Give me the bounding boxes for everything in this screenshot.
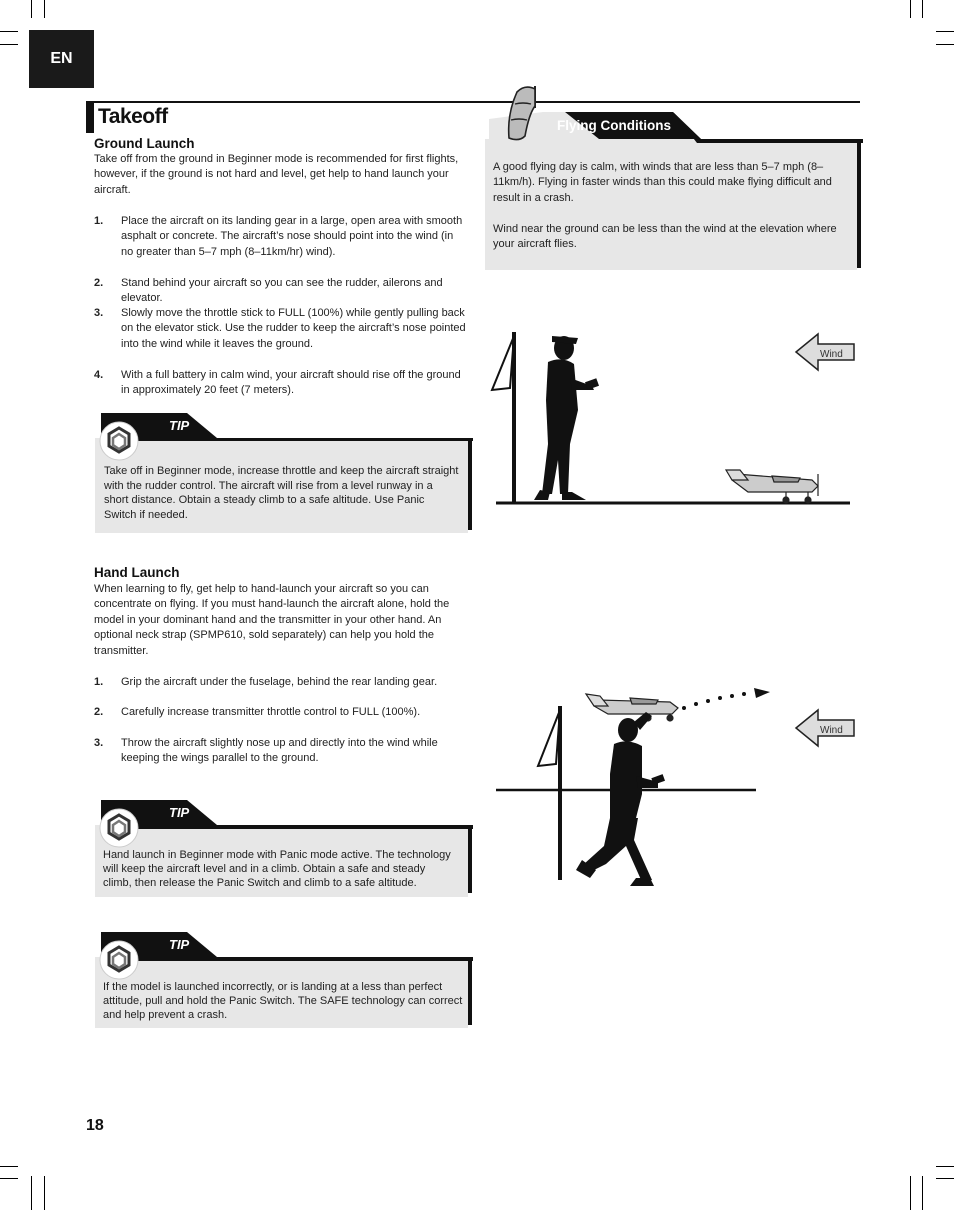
crop-mark <box>922 1176 923 1210</box>
pilot-figure <box>576 712 665 886</box>
ground-step <box>94 368 470 400</box>
step-number: 1. <box>94 215 104 227</box>
step-number: 2. <box>94 277 104 289</box>
ground-launch-intro: Take off from the ground in Beginner mode is recommended for first flights, however, if the ground is not hard and level, get help to hand launch your aircraft. <box>94 153 459 196</box>
hand-launch-illustration <box>486 684 866 894</box>
step-text: Grip the aircraft under the fuselage, behind the rear landing gear. <box>121 676 438 688</box>
language-tab <box>29 30 94 88</box>
ground-step <box>94 276 470 305</box>
crop-mark <box>936 1178 954 1179</box>
flying-conditions-para2: Wind near the ground can be less than the wind at the elevation where your aircraft flies. <box>493 223 837 251</box>
hand-launch-intro: When learning to fly, get help to hand-launch your aircraft so you can concentrate on flying. If you must hand-launch the aircraft alone, hold the model in your dominant hand and the transmitter in your other hand. An optional neck strap (SPMP610, sold separately) can help you hold the transmitter. <box>94 583 450 657</box>
crop-mark <box>922 0 923 18</box>
tip-label: TIP <box>169 418 190 433</box>
wind-label: Wind <box>820 349 843 360</box>
title-accent-bar <box>86 103 94 133</box>
ground-launch-heading: Ground Launch <box>94 136 195 151</box>
hand-step <box>94 705 470 723</box>
tip-border <box>468 825 472 893</box>
page-number: 18 <box>86 1117 104 1134</box>
pilot-figure <box>534 336 599 500</box>
wind-label: Wind <box>820 725 843 736</box>
tip-border <box>468 957 472 1025</box>
crop-mark <box>44 0 45 18</box>
flying-conditions-label: Flying Conditions <box>557 118 671 133</box>
crop-mark <box>0 1178 18 1179</box>
crop-mark <box>910 0 911 18</box>
crop-mark <box>31 0 32 18</box>
step-text: Stand behind your aircraft so you can see the rudder, ailerons and elevator. <box>121 277 443 305</box>
tip-text: Take off in Beginner mode, increase throttle and keep the aircraft straight with the rudder control. The aircraft will rise from a level runway in a short distance. Obtain a steady climb to a safe altitude. Use Panic Switch if needed. <box>104 465 459 521</box>
tip-icon <box>99 808 139 848</box>
wind-arrow-icon <box>796 334 854 370</box>
windsock-flag <box>492 336 514 390</box>
tip-tab <box>95 798 473 829</box>
ground-step <box>94 214 470 262</box>
airplane-launched <box>586 694 678 721</box>
crop-mark <box>0 1166 18 1167</box>
step-number: 3. <box>94 307 104 319</box>
crop-mark <box>31 1176 32 1210</box>
tip-text: Hand launch in Beginner mode with Panic mode active. The technology will keep the aircraft level and in a climb. Obtain a safe and steady climb, then release the Panic Switch and climb to a safe altitude. <box>103 849 451 889</box>
ground-step <box>94 306 470 354</box>
step-number: 4. <box>94 369 104 381</box>
flying-conditions-box <box>485 84 863 272</box>
tip-label: TIP <box>169 805 190 820</box>
tip-text: If the model is launched incorrectly, or is landing at a less than perfect attitude, pull and hold the Panic Switch. The SAFE technology can correct and help prevent a crash. <box>103 981 463 1021</box>
windsock-icon <box>489 84 545 146</box>
ground-launch-illustration <box>486 320 866 520</box>
step-number: 2. <box>94 706 104 718</box>
hand-launch-heading: Hand Launch <box>94 565 180 580</box>
hand-step <box>94 675 470 693</box>
tip-icon <box>99 421 139 461</box>
flying-conditions-para1: A good flying day is calm, with winds that are less than 5–7 mph (8–11km/h). Flying in faster winds than this could make flying difficult and result in a crash. <box>493 161 832 204</box>
crop-mark <box>936 1166 954 1167</box>
tip-box <box>95 798 473 898</box>
tip-tab <box>95 930 473 961</box>
language-label: EN <box>50 50 73 67</box>
crop-mark <box>936 31 954 32</box>
flying-conditions-border <box>857 139 861 268</box>
crop-mark <box>0 44 18 45</box>
flight-path-dots <box>682 688 770 710</box>
step-number: 1. <box>94 676 104 688</box>
windsock-flag <box>538 710 560 766</box>
tip-tab <box>95 411 473 441</box>
crop-mark <box>910 1176 911 1210</box>
tip-box <box>95 930 473 1030</box>
step-text: With a full battery in calm wind, your aircraft should rise off the ground in approximately 20 feet (7 meters). <box>121 369 461 397</box>
step-text: Throw the aircraft slightly nose up and directly into the wind while keeping the wings parallel to the ground. <box>121 737 438 765</box>
step-text: Carefully increase transmitter throttle control to FULL (100%). <box>121 706 421 718</box>
wind-arrow-icon <box>796 710 854 746</box>
tip-box <box>95 411 473 536</box>
hand-step <box>94 736 470 768</box>
section-title: Takeoff <box>98 105 168 128</box>
airplane-on-runway <box>726 470 818 503</box>
tip-icon <box>99 940 139 980</box>
step-number: 3. <box>94 737 104 749</box>
tip-label: TIP <box>169 937 190 952</box>
step-text: Slowly move the throttle stick to FULL (100%) while gently pulling back on the elevator stick. Use the rudder to keep the aircraft’s nose pointed into the wind while it leaves the ground. <box>121 307 466 350</box>
crop-mark <box>44 1176 45 1210</box>
tip-border <box>468 438 472 530</box>
crop-mark <box>0 31 18 32</box>
crop-mark <box>936 44 954 45</box>
step-text: Place the aircraft on its landing gear in a large, open area with smooth asphalt or concrete. The aircraft’s nose should point into the wind (in no greater than 5–7 mph (8–11km/hr) wind). <box>121 215 463 258</box>
